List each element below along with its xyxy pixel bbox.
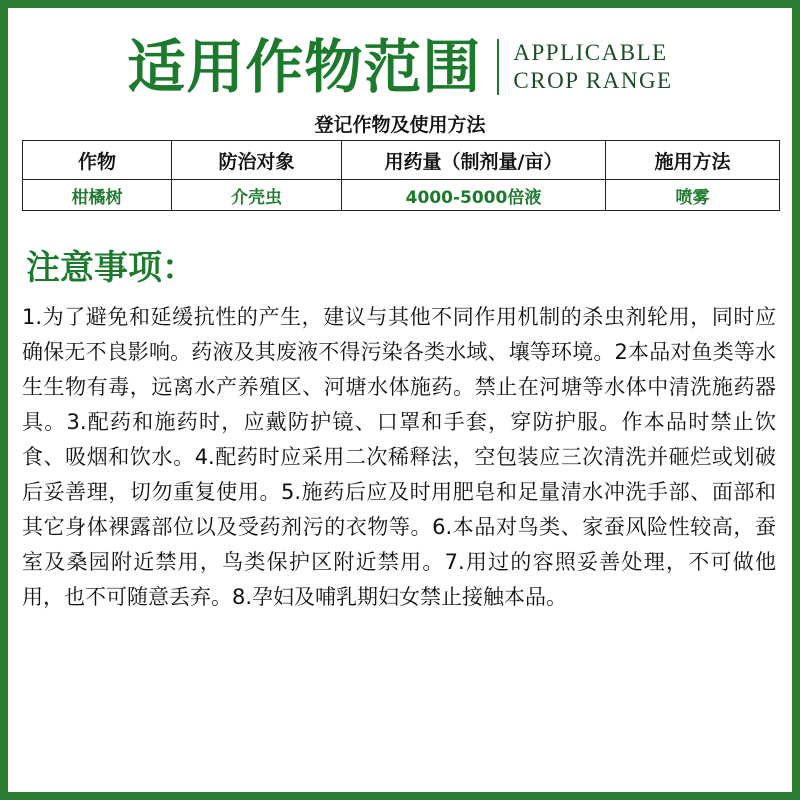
header-crop: 作物 <box>23 141 172 180</box>
english-title-line1: APPLICABLE <box>513 40 668 65</box>
header-dosage: 用药量（制剂量/亩） <box>342 141 606 180</box>
usage-table <box>22 140 780 211</box>
notes-title: 注意事项： <box>26 248 196 288</box>
cell-target: 介壳虫 <box>172 180 342 211</box>
title-divider <box>497 39 499 95</box>
english-title <box>513 39 672 95</box>
cell-method: 喷雾 <box>606 180 780 211</box>
table-row <box>23 180 780 211</box>
cell-dosage: 4000-5000倍液 <box>342 180 606 211</box>
page-title: 适用作物范围 <box>127 33 482 101</box>
table-header-row <box>23 141 780 180</box>
header-target: 防治对象 <box>172 141 342 180</box>
header <box>0 32 800 102</box>
notes-body: 1.为了避免和延缓抗性的产生，建议与其他不同作用机制的杀虫剂轮用，同时应确保无不良影响。药液及其废液不得污染各类水域、壤等环境。2本品对鱼类等水生生物有毒，远离水产养殖区、河塘水体施药。禁止在河塘等水体中清洗施药器具。3.配药和施药时，应戴防护镜、口罩和手套，穿防护服。作本品时禁止饮食、吸烟和饮水。4.配药时应采用二次稀释法，空包装应三次清洗并砸烂或划破后妥善理，切勿重复使用。5.施药后应及时用肥皂和足量清水冲洗手部、面部和其它身体裸露部位以及受药剂污的衣物等。6.本品对鸟类、家蚕风险性较高，蚕室及桑园附近禁用，鸟类保护区附近禁用。7.用过的容照妥善处理，不可做他用，也不可随意丢弃。8.孕妇及哺乳期妇女禁止接触本品。 <box>22 305 776 609</box>
english-title-line2: CROP RANGE <box>513 68 673 93</box>
cell-crop: 柑橘树 <box>23 180 172 211</box>
subtitle: 登记作物及使用方法 <box>314 114 486 136</box>
header-method: 施用方法 <box>606 141 780 180</box>
